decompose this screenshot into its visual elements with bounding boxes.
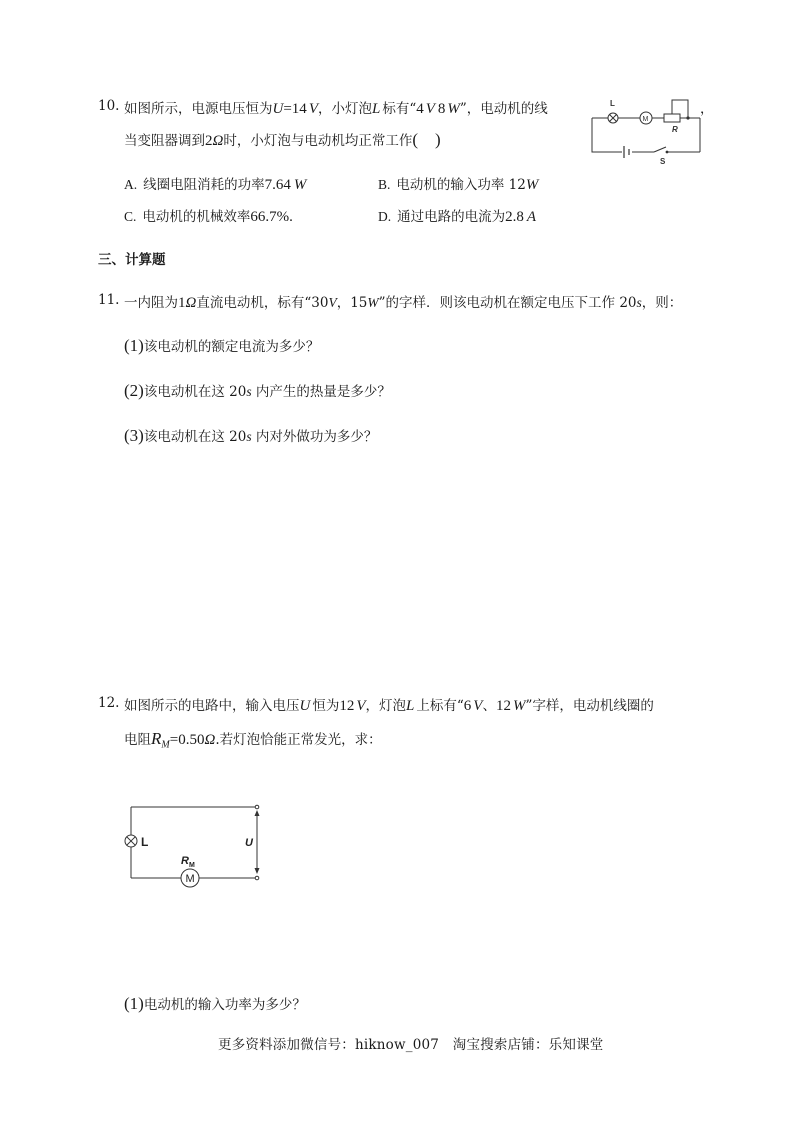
q12-terminal-top: [255, 805, 259, 809]
q10-circuit-diagram: [588, 94, 704, 166]
q10-switch-blade: [654, 147, 666, 152]
q11-number: 11.: [98, 292, 120, 308]
option-value: 2.8: [505, 209, 524, 225]
q11-stem: [124, 291, 682, 312]
option-text: 线圈电阻消耗的功率: [143, 177, 265, 193]
q10-junction-dot: [686, 116, 689, 119]
option-key: B.: [378, 177, 391, 192]
q10-text: 如图所示，电源电压恒为: [124, 101, 273, 117]
q10-text: ，小灯泡: [317, 101, 372, 117]
option-text: 通过电路的电流为: [397, 209, 506, 225]
q10-answer-paren: ( ): [412, 130, 441, 149]
q10-unit-w: W: [447, 101, 460, 117]
sub-text: 该电动机在这 20: [143, 384, 247, 400]
option-value: 7.64: [264, 177, 291, 193]
option-key: A.: [124, 177, 138, 192]
q11-sub-2: [124, 380, 391, 401]
sub-number: (1): [124, 994, 144, 1013]
q12-number: 12.: [98, 695, 120, 711]
q12-eq-050: =0.50: [169, 732, 205, 748]
q10-option-d: [378, 205, 536, 226]
q12-unit-v2: V: [473, 698, 483, 714]
q11-sub-3: [124, 425, 377, 446]
q12-text: 如图所示的电路中，输入电压: [124, 698, 300, 714]
q10-text: ”，电动机的线: [459, 101, 548, 117]
q12-text: ”字样，电动机线圈的: [525, 698, 654, 714]
q12-label-r: R: [181, 855, 189, 867]
q10-trailing-comma: ，: [700, 101, 714, 117]
q11-text: 一内阻为: [124, 295, 178, 311]
q12-label-m: M: [185, 873, 195, 885]
q10-stem-line1: [124, 97, 548, 118]
q10-switch-contact: [666, 151, 669, 154]
option-value: 66.7%.: [250, 209, 293, 225]
q12-var-u: U: [299, 698, 311, 714]
sub-text: 电动机的输入功率为多少？: [143, 997, 306, 1013]
section-title-calculation: 三、计算题: [98, 252, 166, 268]
q12-text: ，灯泡: [365, 698, 407, 714]
sub-number: (1): [124, 336, 144, 355]
q10-text: 标有“: [382, 101, 417, 117]
q12-unit-ohm: Ω: [204, 732, 216, 748]
q12-label-rm: [181, 855, 195, 869]
q12-text: 上标有“: [416, 698, 464, 714]
option-text: 电动机的机械效率: [142, 209, 251, 225]
q10-number: 10.: [98, 98, 120, 114]
q10-wire-top-left: [592, 118, 622, 152]
q12-num-12: 12: [339, 698, 355, 714]
q11-text: ”的字样．则该电动机在额定电压下工作 20: [378, 295, 637, 311]
q12-num-12b: 12: [495, 698, 511, 714]
q12-num-6: 6: [463, 698, 472, 714]
q11-sub-1: [124, 335, 319, 356]
sub-text: 内对外做功为多少？: [251, 429, 378, 445]
q12-var-r: R: [151, 729, 162, 748]
q10-unit-v: V: [308, 101, 318, 117]
page-footer: 更多资料添加微信号：hiknow_007 淘宝搜索店铺：乐知课堂: [218, 1037, 604, 1053]
sub-number: (3): [124, 426, 144, 445]
sub-text: 该电动机在这 20: [143, 429, 247, 445]
q12-circuit-diagram: [120, 800, 270, 892]
q12-var-l: L: [406, 698, 415, 714]
sub-text: 该电动机的额定电流为多少？: [143, 339, 320, 355]
q12-sub-1: [124, 993, 306, 1014]
option-text: 电动机的输入功率 12: [396, 177, 526, 193]
q10-stem-line2: [124, 129, 441, 150]
q11-unit-w: W: [367, 295, 379, 310]
q11-text: ，15: [336, 295, 368, 311]
q11-text: 直流电动机，标有“30: [196, 295, 329, 311]
q11-num-1: 1: [178, 295, 186, 311]
q10-label-m: M: [642, 116, 649, 123]
q12-text: 恒为: [312, 698, 340, 714]
q12-stem-line2: [124, 728, 382, 751]
q10-unit-ohm: Ω: [212, 133, 224, 149]
q10-label-s: S: [660, 157, 666, 166]
q12-text: 电阻: [124, 732, 151, 748]
sub-number: (2): [124, 381, 144, 400]
q10-option-b: [378, 173, 538, 194]
q12-label-l: L: [141, 835, 149, 849]
q11-unit-ohm: Ω: [185, 295, 197, 311]
q12-unit-v: V: [356, 698, 366, 714]
q10-num-2: 2: [205, 133, 213, 149]
option-unit: W: [525, 177, 539, 193]
q10-var-l: L: [371, 101, 381, 117]
q10-option-c: [124, 205, 293, 226]
q10-eq-14: =14: [283, 101, 307, 117]
q12-voltage-arrow-up: [255, 810, 260, 816]
q10-text: 当变阻器调到: [124, 133, 205, 149]
option-key: C.: [124, 209, 137, 224]
option-key: D.: [378, 209, 392, 224]
q12-label-r-sub: M: [188, 862, 195, 869]
q12-unit-w: W: [512, 698, 526, 714]
q10-var-u: U: [272, 101, 284, 117]
q10-option-a: [124, 173, 306, 194]
q10-num-4: 4: [416, 101, 424, 117]
q10-label-l: L: [610, 99, 615, 108]
q12-var-r-sub: M: [161, 739, 170, 751]
q12-label-u: U: [245, 837, 253, 849]
q11-unit-v: V: [328, 295, 337, 310]
q12-text: 、: [482, 698, 496, 714]
q12-voltage-arrow-down: [255, 868, 260, 874]
sub-unit-s: s: [246, 384, 252, 399]
q11-text: ，则：: [641, 295, 683, 311]
sub-unit-s: s: [246, 429, 252, 444]
q10-num-8: 8: [437, 101, 446, 117]
q12-terminal-bottom: [255, 876, 259, 880]
q10-resistor-symbol: [664, 114, 680, 122]
q12-text: .若灯泡恰能正常发光，求：: [215, 732, 382, 748]
sub-text: 内产生的热量是多少？: [251, 384, 391, 400]
q12-stem-line1: [124, 694, 654, 715]
q11-unit-s: s: [636, 295, 642, 310]
q10-text: 时，小灯泡与电动机均正常工作: [223, 133, 413, 149]
q10-label-r: R: [672, 125, 678, 134]
q10-unit-v2: V: [425, 101, 435, 117]
option-unit: A: [526, 209, 537, 225]
option-unit: W: [293, 177, 307, 193]
